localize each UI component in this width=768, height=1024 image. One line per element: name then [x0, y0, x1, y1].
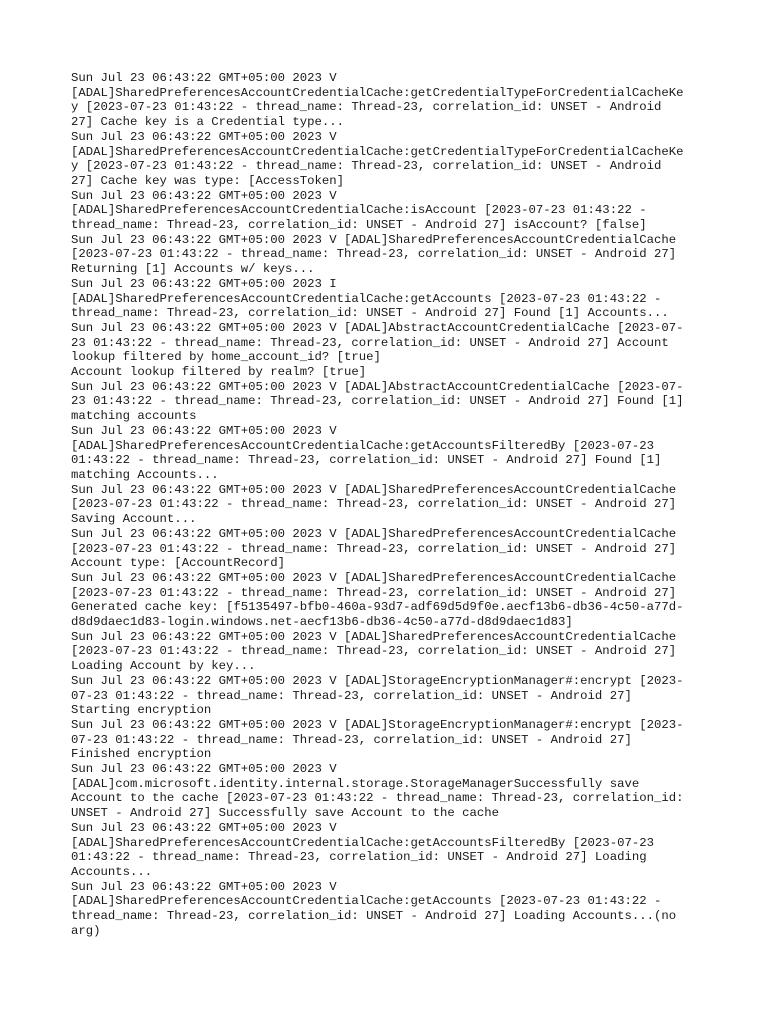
log-line: 01:43:22 - thread_name: Thread-23, correlation_id: UNSET - Android 27] Loading	[71, 850, 647, 865]
log-line: Sun Jul 23 06:43:22 GMT+05:00 2023 V	[71, 423, 337, 438]
log-line: Returning [1] Accounts w/ keys...	[71, 262, 315, 277]
log-line: [2023-07-23 01:43:22 - thread_name: Thread-23, correlation_id: UNSET - Android 27]	[71, 247, 677, 262]
log-line: Sun Jul 23 06:43:22 GMT+05:00 2023 V	[71, 71, 337, 85]
log-line: y [2023-07-23 01:43:22 - thread_name: Thread-23, correlation_id: UNSET - Android	[71, 100, 662, 115]
log-line: 27] Cache key was type: [AccessToken]	[71, 173, 345, 188]
log-line: Sun Jul 23 06:43:22 GMT+05:00 2023 V [ADAL]StorageEncryptionManager#:encrypt [2023-	[71, 673, 684, 688]
log-line: [ADAL]SharedPreferencesAccountCredentialCache:getAccountsFilteredBy [2023-07-23	[71, 835, 654, 850]
log-line: [ADAL]com.microsoft.identity.internal.storage.StorageManagerSuccessfully save	[71, 776, 640, 791]
log-line: 07-23 01:43:22 - thread_name: Thread-23, correlation_id: UNSET - Android 27]	[71, 732, 632, 747]
log-line: 07-23 01:43:22 - thread_name: Thread-23, correlation_id: UNSET - Android 27]	[71, 688, 632, 703]
log-document	[71, 71, 703, 938]
log-line: Account type: [AccountRecord]	[71, 556, 286, 571]
log-line: lookup filtered by home_account_id? [true]	[71, 350, 381, 365]
log-line: Sun Jul 23 06:43:22 GMT+05:00 2023 V	[71, 129, 337, 144]
log-line: [ADAL]SharedPreferencesAccountCredentialCache:getAccounts [2023-07-23 01:43:22 -	[71, 894, 662, 909]
log-line: thread_name: Thread-23, correlation_id: UNSET - Android 27] Found [1] Accounts...	[71, 306, 669, 321]
log-line: [2023-07-23 01:43:22 - thread_name: Thread-23, correlation_id: UNSET - Android 27]	[71, 541, 677, 556]
log-line: [2023-07-23 01:43:22 - thread_name: Thread-23, correlation_id: UNSET - Android 27]	[71, 585, 677, 600]
log-line: [2023-07-23 01:43:22 - thread_name: Thread-23, correlation_id: UNSET - Android 27]	[71, 644, 677, 659]
log-line: Finished encryption	[71, 747, 212, 762]
log-line: UNSET - Android 27] Successfully save Account to the cache	[71, 806, 500, 821]
log-line: d8d9daec1d83-login.windows.net-aecf13b6-db36-4c50-a77d-d8d9daec1d83]	[71, 615, 573, 630]
log-line: Sun Jul 23 06:43:22 GMT+05:00 2023 V	[71, 188, 337, 203]
log-line: matching accounts	[71, 409, 197, 424]
log-line: Sun Jul 23 06:43:22 GMT+05:00 2023 V	[71, 820, 337, 835]
log-line: 01:43:22 - thread_name: Thread-23, correlation_id: UNSET - Android 27] Found [1]	[71, 453, 662, 468]
log-line: 23 01:43:22 - thread_name: Thread-23, correlation_id: UNSET - Android 27] Found [1]	[71, 394, 684, 409]
log-line: [ADAL]SharedPreferencesAccountCredentialCache:getCredentialTypeForCredentialCacheKe	[71, 85, 684, 100]
log-line: Generated cache key: [f5135497-bfb0-460a-93d7-adf69d5d9f0e.aecf13b6-db36-4c50-a77d-	[71, 600, 684, 615]
log-line: Sun Jul 23 06:43:22 GMT+05:00 2023 V [ADAL]SharedPreferencesAccountCredentialCache	[71, 526, 677, 541]
log-line: thread_name: Thread-23, correlation_id: UNSET - Android 27] isAccount? [false]	[71, 218, 647, 233]
log-line: Account to the cache [2023-07-23 01:43:22 - thread_name: Thread-23, correlation_id:	[71, 791, 684, 806]
log-line: Starting encryption	[71, 703, 212, 718]
log-line: Sun Jul 23 06:43:22 GMT+05:00 2023 V [ADAL]AbstractAccountCredentialCache [2023-07-	[71, 379, 684, 394]
log-line: [ADAL]SharedPreferencesAccountCredentialCache:getAccountsFilteredBy [2023-07-23	[71, 438, 654, 453]
log-line: Accounts...	[71, 864, 153, 879]
log-line: 27] Cache key is a Credential type...	[71, 115, 345, 130]
log-line: [ADAL]SharedPreferencesAccountCredentialCache:isAccount [2023-07-23 01:43:22 -	[71, 203, 647, 218]
log-line: Sun Jul 23 06:43:22 GMT+05:00 2023 I	[71, 276, 337, 291]
log-line: [ADAL]SharedPreferencesAccountCredentialCache:getCredentialTypeForCredentialCacheKe	[71, 144, 684, 159]
log-line: Account lookup filtered by realm? [true]	[71, 365, 367, 380]
log-line: arg)	[71, 923, 101, 938]
log-line: Loading Account by key...	[71, 659, 256, 674]
log-line: 23 01:43:22 - thread_name: Thread-23, correlation_id: UNSET - Android 27] Account	[71, 335, 669, 350]
log-line: matching Accounts...	[71, 467, 219, 482]
log-line: Saving Account...	[71, 512, 197, 527]
log-line: [ADAL]SharedPreferencesAccountCredentialCache:getAccounts [2023-07-23 01:43:22 -	[71, 291, 662, 306]
log-line: Sun Jul 23 06:43:22 GMT+05:00 2023 V [ADAL]SharedPreferencesAccountCredentialCache	[71, 482, 677, 497]
log-line: Sun Jul 23 06:43:22 GMT+05:00 2023 V [ADAL]AbstractAccountCredentialCache [2023-07-	[71, 320, 684, 335]
log-line: Sun Jul 23 06:43:22 GMT+05:00 2023 V	[71, 762, 337, 777]
log-line: [2023-07-23 01:43:22 - thread_name: Thread-23, correlation_id: UNSET - Android 27]	[71, 497, 677, 512]
log-line: Sun Jul 23 06:43:22 GMT+05:00 2023 V [ADAL]SharedPreferencesAccountCredentialCache	[71, 570, 677, 585]
log-line: y [2023-07-23 01:43:22 - thread_name: Thread-23, correlation_id: UNSET - Android	[71, 159, 662, 174]
log-line: thread_name: Thread-23, correlation_id: UNSET - Android 27] Loading Accounts...(no	[71, 909, 677, 924]
log-line: Sun Jul 23 06:43:22 GMT+05:00 2023 V [ADAL]SharedPreferencesAccountCredentialCache	[71, 232, 677, 247]
log-line: Sun Jul 23 06:43:22 GMT+05:00 2023 V [ADAL]StorageEncryptionManager#:encrypt [2023-	[71, 717, 684, 732]
log-line: Sun Jul 23 06:43:22 GMT+05:00 2023 V	[71, 879, 337, 894]
log-line: Sun Jul 23 06:43:22 GMT+05:00 2023 V [ADAL]SharedPreferencesAccountCredentialCache	[71, 629, 677, 644]
